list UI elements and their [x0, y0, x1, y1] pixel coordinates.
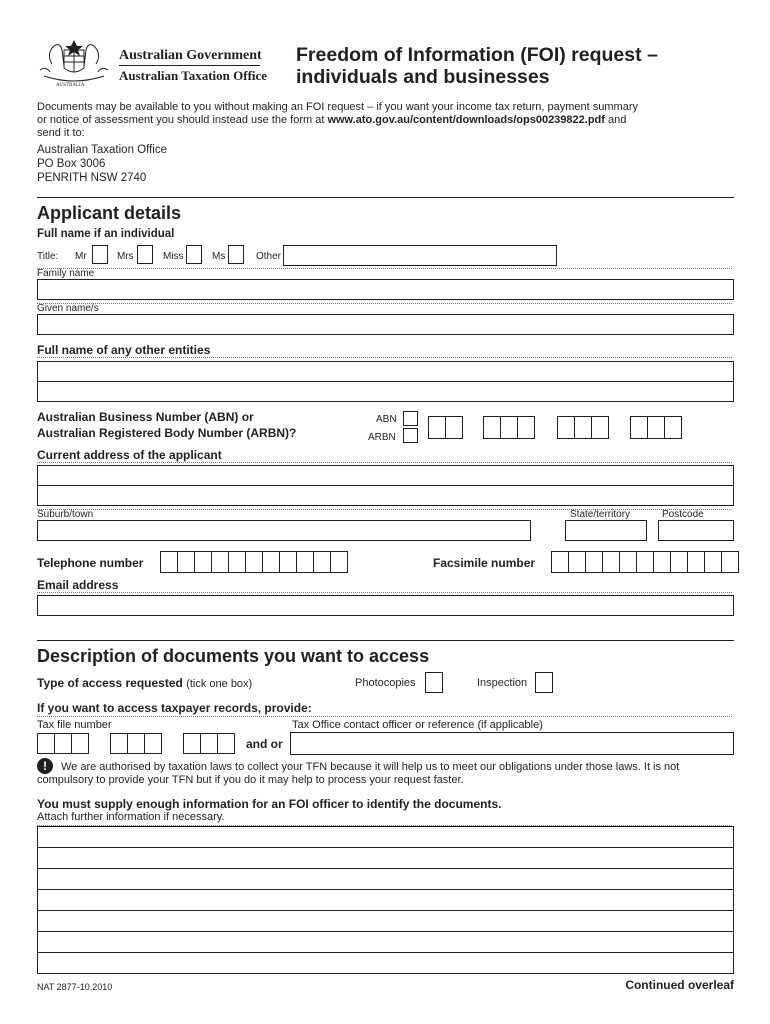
title-mr-checkbox[interactable] [92, 245, 108, 264]
description-line[interactable] [37, 868, 734, 890]
dotted-rule [37, 592, 732, 593]
email-label: Email address [37, 578, 119, 592]
family-name-field[interactable] [37, 279, 734, 300]
abn-digit[interactable] [574, 416, 592, 439]
form-title-line2: individuals and businesses [296, 66, 550, 88]
intro-text [37, 101, 638, 140]
state-field[interactable] [565, 520, 647, 541]
title-mrs-label: Mrs [117, 251, 134, 262]
title-ms-label: Ms [212, 251, 226, 262]
abn-digit[interactable] [630, 416, 648, 439]
email-field[interactable] [37, 595, 734, 616]
description-line[interactable] [37, 931, 734, 953]
fax-digit[interactable] [636, 551, 654, 573]
tfn-digit[interactable] [71, 733, 89, 754]
fax-digit[interactable] [585, 551, 603, 573]
abn-digit[interactable] [445, 416, 463, 439]
applicant-heading: Applicant details [37, 203, 182, 223]
supply-info-label: You must supply enough information for an FOI officer to identify the documents. [37, 797, 502, 811]
title-miss-label: Miss [163, 251, 184, 262]
fax-digit[interactable] [568, 551, 586, 573]
tfn-notice-line2: compulsory to provide your TFN but if you do it may help to process your request faster. [37, 774, 464, 786]
family-name-label: Family name [37, 268, 95, 279]
fax-label: Facsimile number [433, 556, 536, 570]
abn-digit[interactable] [591, 416, 609, 439]
full-name-label: Full name if an individual [37, 228, 175, 240]
coat-of-arms-logo [36, 36, 112, 88]
given-names-label: Given name/s [37, 303, 99, 314]
abn-digit[interactable] [483, 416, 501, 439]
form-code: NAT 2877-10.2010 [37, 982, 113, 992]
dotted-rule [37, 268, 732, 269]
state-label: State/territory [570, 509, 631, 520]
contact-officer-field[interactable] [290, 732, 734, 755]
title-other-field[interactable] [283, 245, 557, 266]
tfn-notice-line1: We are authorised by taxation laws to collect your TFN because it will help us to meet our obligations under those laws. It is not [61, 761, 680, 773]
address-line1-field[interactable] [37, 465, 734, 486]
entities-label: Full name of any other entities [37, 343, 211, 357]
description-line[interactable] [37, 826, 734, 848]
suburb-field[interactable] [37, 520, 531, 541]
fax-digit[interactable] [653, 551, 671, 573]
phone-digit[interactable] [313, 551, 331, 573]
phone-digit[interactable] [194, 551, 212, 573]
dotted-rule [37, 303, 732, 304]
intro-line3: send it to: [37, 127, 85, 139]
inspection-checkbox[interactable] [535, 672, 553, 693]
arbn-option-checkbox[interactable] [403, 428, 418, 443]
abn-option-label: ABN [376, 414, 397, 425]
address-label: Current address of the applicant [37, 448, 222, 462]
abn-option-checkbox[interactable] [403, 411, 418, 426]
title-ms-checkbox[interactable] [228, 245, 244, 264]
gov-name: Australian Government [119, 48, 262, 63]
gov-name-rule [119, 65, 260, 66]
description-line[interactable] [37, 889, 734, 911]
phone-digit[interactable] [330, 551, 348, 573]
and-or-label: and or [246, 737, 283, 751]
title-other-label: Other [256, 251, 282, 262]
tfn-notice [37, 761, 679, 787]
fax-digit[interactable] [619, 551, 637, 573]
section-divider [37, 197, 734, 198]
address-line: Australian Taxation Office [37, 144, 167, 156]
contact-officer-label: Tax Office contact officer or reference (if applicable) [292, 719, 543, 731]
fax-digit[interactable] [687, 551, 705, 573]
section-divider [37, 640, 734, 641]
abn-digit[interactable] [517, 416, 535, 439]
description-line[interactable] [37, 952, 734, 974]
phone-digit[interactable] [262, 551, 280, 573]
intro-line2: or notice of assessment you should instead use the form at www.ato.gov.au/content/downloads/ops00239822.pdf and [37, 114, 627, 126]
phone-digit[interactable] [296, 551, 314, 573]
tfn-digit[interactable] [54, 733, 72, 754]
tfn-digit[interactable] [200, 733, 218, 754]
fax-digit[interactable] [704, 551, 722, 573]
dotted-rule [37, 462, 732, 463]
telephone-label: Telephone number [37, 556, 144, 570]
description-heading: Description of documents you want to access [37, 646, 430, 666]
download-link[interactable]: www.ato.gov.au/content/downloads/ops00239822.pdf [327, 114, 605, 126]
continued-overleaf: Continued overleaf [625, 978, 734, 992]
fax-digit[interactable] [670, 551, 688, 573]
suburb-label: Suburb/town [37, 509, 94, 520]
tfn-digit[interactable] [127, 733, 145, 754]
tfn-label: Tax file number [37, 719, 112, 731]
photocopies-label: Photocopies [355, 677, 416, 689]
fax-digit[interactable] [721, 551, 739, 573]
postcode-field[interactable] [658, 520, 734, 541]
document-description-area [37, 826, 734, 974]
description-line[interactable] [37, 910, 734, 932]
tfn-digit[interactable] [110, 733, 128, 754]
abn-digit[interactable] [557, 416, 575, 439]
entities-field-1[interactable] [37, 361, 734, 382]
abn-digit[interactable] [647, 416, 665, 439]
tfn-digit[interactable] [183, 733, 201, 754]
tfn-digit[interactable] [37, 733, 55, 754]
abn-digit[interactable] [664, 416, 682, 439]
phone-digit[interactable] [177, 551, 195, 573]
tfn-digit[interactable] [217, 733, 235, 754]
abn-digit[interactable] [500, 416, 518, 439]
svg-text:AUSTRALIA: AUSTRALIA [56, 83, 85, 88]
title-label: Title: [37, 251, 59, 262]
entities-field-2[interactable] [37, 381, 734, 402]
description-line[interactable] [37, 847, 734, 869]
title-miss-checkbox[interactable] [186, 245, 202, 264]
given-names-field[interactable] [37, 314, 734, 335]
address-line: PO Box 3006 [37, 158, 106, 170]
phone-digit[interactable] [211, 551, 229, 573]
fax-digit[interactable] [551, 551, 569, 573]
abn-digit[interactable] [428, 416, 446, 439]
title-mrs-checkbox[interactable] [137, 245, 153, 264]
phone-digit[interactable] [160, 551, 178, 573]
attach-info-label: Attach further information if necessary. [37, 811, 225, 823]
intro-line1: Documents may be available to you without making an FOI request – if you want your income tax return, payment summary [37, 101, 638, 113]
address-line2-field[interactable] [37, 485, 734, 506]
taxpayer-records-label: If you want to access taxpayer records, provide: [37, 701, 312, 715]
notice-icon: ! [37, 758, 53, 774]
abn-question-line2: Australian Registered Body Number (ARBN)? [37, 426, 297, 440]
inspection-label: Inspection [477, 677, 528, 689]
title-mr-label: Mr [75, 251, 87, 262]
tfn-digit[interactable] [144, 733, 162, 754]
arbn-option-label: ARBN [368, 432, 396, 443]
photocopies-checkbox[interactable] [425, 672, 443, 693]
phone-digit[interactable] [279, 551, 297, 573]
mailing-address [37, 143, 167, 185]
dotted-rule [37, 357, 732, 358]
phone-digit[interactable] [245, 551, 263, 573]
fax-digit[interactable] [602, 551, 620, 573]
dotted-rule [37, 716, 732, 717]
address-line: PENRITH NSW 2740 [37, 172, 147, 184]
agency-name: Australian Taxation Office [119, 68, 268, 83]
form-title-line1: Freedom of Information (FOI) request – [296, 44, 658, 66]
access-type-label: Type of access requested (tick one box) [37, 676, 253, 690]
phone-digit[interactable] [228, 551, 246, 573]
abn-question-line1: Australian Business Number (ABN) or [37, 410, 254, 424]
postcode-label: Postcode [662, 509, 704, 520]
